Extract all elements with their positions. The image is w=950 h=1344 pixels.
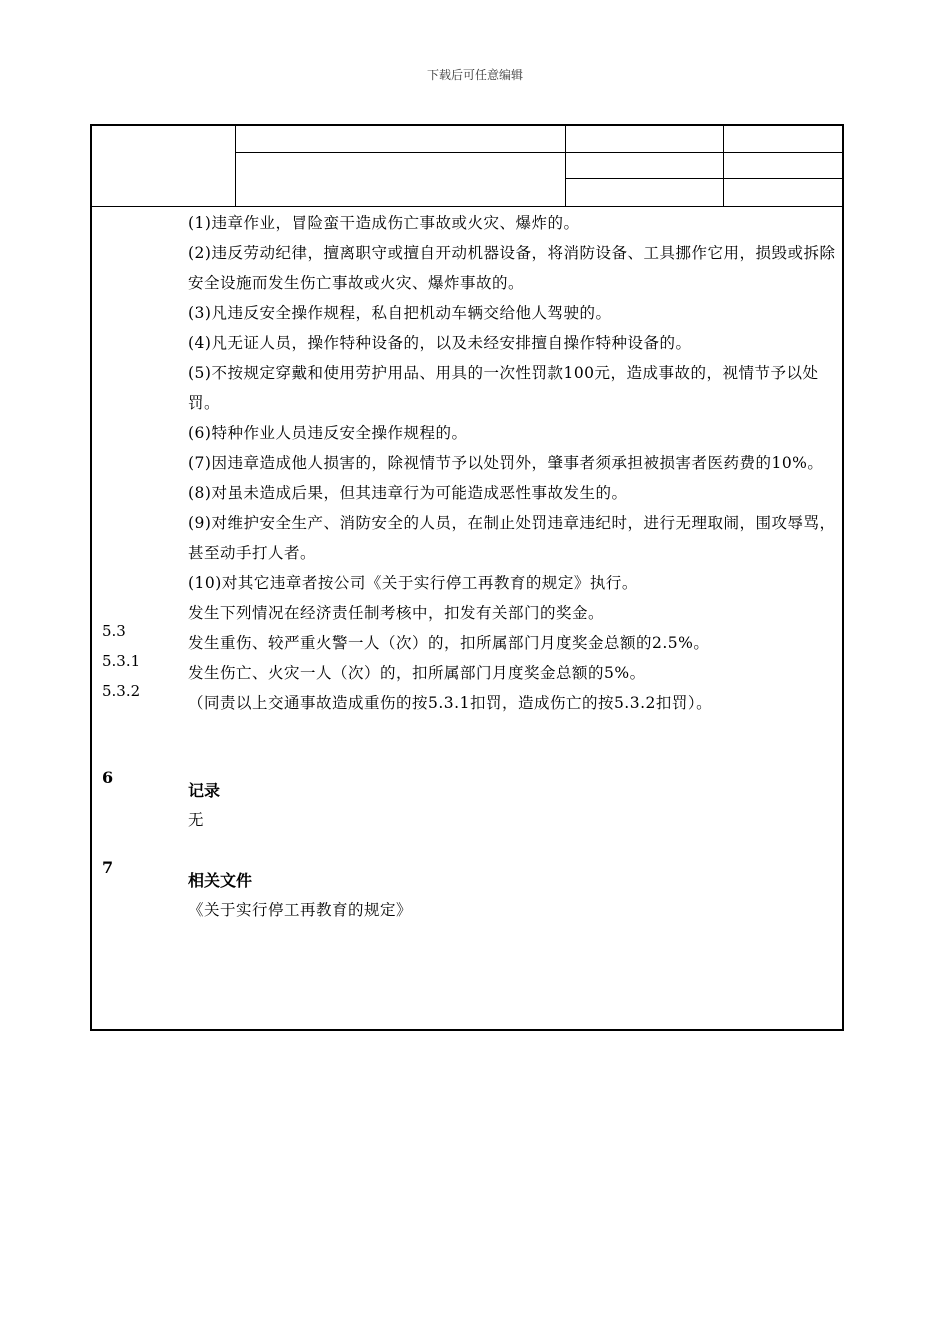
section-number: 5.3.2 — [102, 682, 141, 700]
clause-item: (8)对虽未造成后果，但其违章行为可能造成恶性事故发生的。 — [188, 484, 628, 502]
page-header-note: 下载后可任意编辑 — [426, 68, 523, 82]
grid-line — [565, 126, 566, 206]
document-frame — [90, 124, 844, 1031]
clause-item: (2)违反劳动纪律，擅离职守或擅自开动机器设备，将消防设备、工具挪作它用，损毁或拆除安全设施而发生伤亡事故或火灾、爆炸事故的。 — [188, 244, 836, 292]
section-6-body: 无 — [188, 811, 205, 829]
section-6-number: 6 — [102, 768, 114, 787]
clause-item: (4)凡无证人员，操作特种设备的，以及未经安排擅自操作特种设备的。 — [188, 334, 692, 352]
clause-item: (3)凡违反安全操作规程，私自把机动车辆交给他人驾驶的。 — [188, 304, 612, 322]
grid-line — [565, 178, 842, 179]
grid-line — [723, 126, 724, 206]
section-5-3-note: （同责以上交通事故造成重伤的按5.3.1扣罚，造成伤亡的按5.3.2扣罚）。 — [188, 694, 713, 712]
section-6-title: 记录 — [188, 781, 221, 800]
section-7-number: 7 — [102, 858, 114, 877]
section-number: 5.3.1 — [102, 652, 141, 670]
header-grid — [92, 126, 842, 207]
clause-item: (1)违章作业，冒险蛮干造成伤亡事故或火灾、爆炸的。 — [188, 214, 580, 232]
section-number: 5.3 — [102, 622, 126, 640]
section-5-3-text: 发生下列情况在经济责任制考核中，扣发有关部门的奖金。 — [188, 604, 605, 622]
grid-line — [235, 126, 236, 206]
clause-item: (5)不按规定穿戴和使用劳护用品、用具的一次性罚款100元，造成事故的，视情节予以处罚。 — [188, 364, 819, 412]
section-7-title: 相关文件 — [188, 871, 253, 890]
clause-item: (10)对其它违章者按公司《关于实行停工再教育的规定》执行。 — [188, 574, 638, 592]
clause-item: (7)因违章造成他人损害的，除视情节予以处罚外，肇事者须承担被损害者医药费的10%。 — [188, 454, 824, 472]
clause-item: (9)对维护安全生产、消防安全的人员，在制止处罚违章违纪时，进行无理取闹，围攻辱骂，甚至动手打人者。 — [188, 514, 836, 562]
clause-list — [188, 208, 838, 718]
section-5-3-2-text: 发生伤亡、火灾一人（次）的，扣所属部门月度奖金总额的5%。 — [188, 664, 646, 682]
section-7-body: 《关于实行停工再教育的规定》 — [188, 901, 413, 919]
clause-item: (6)特种作业人员违反安全操作规程的。 — [188, 424, 468, 442]
grid-line — [235, 152, 842, 153]
section-5-3-1-text: 发生重伤、较严重火警一人（次）的，扣所属部门月度奖金总额的2.5%。 — [188, 634, 710, 652]
